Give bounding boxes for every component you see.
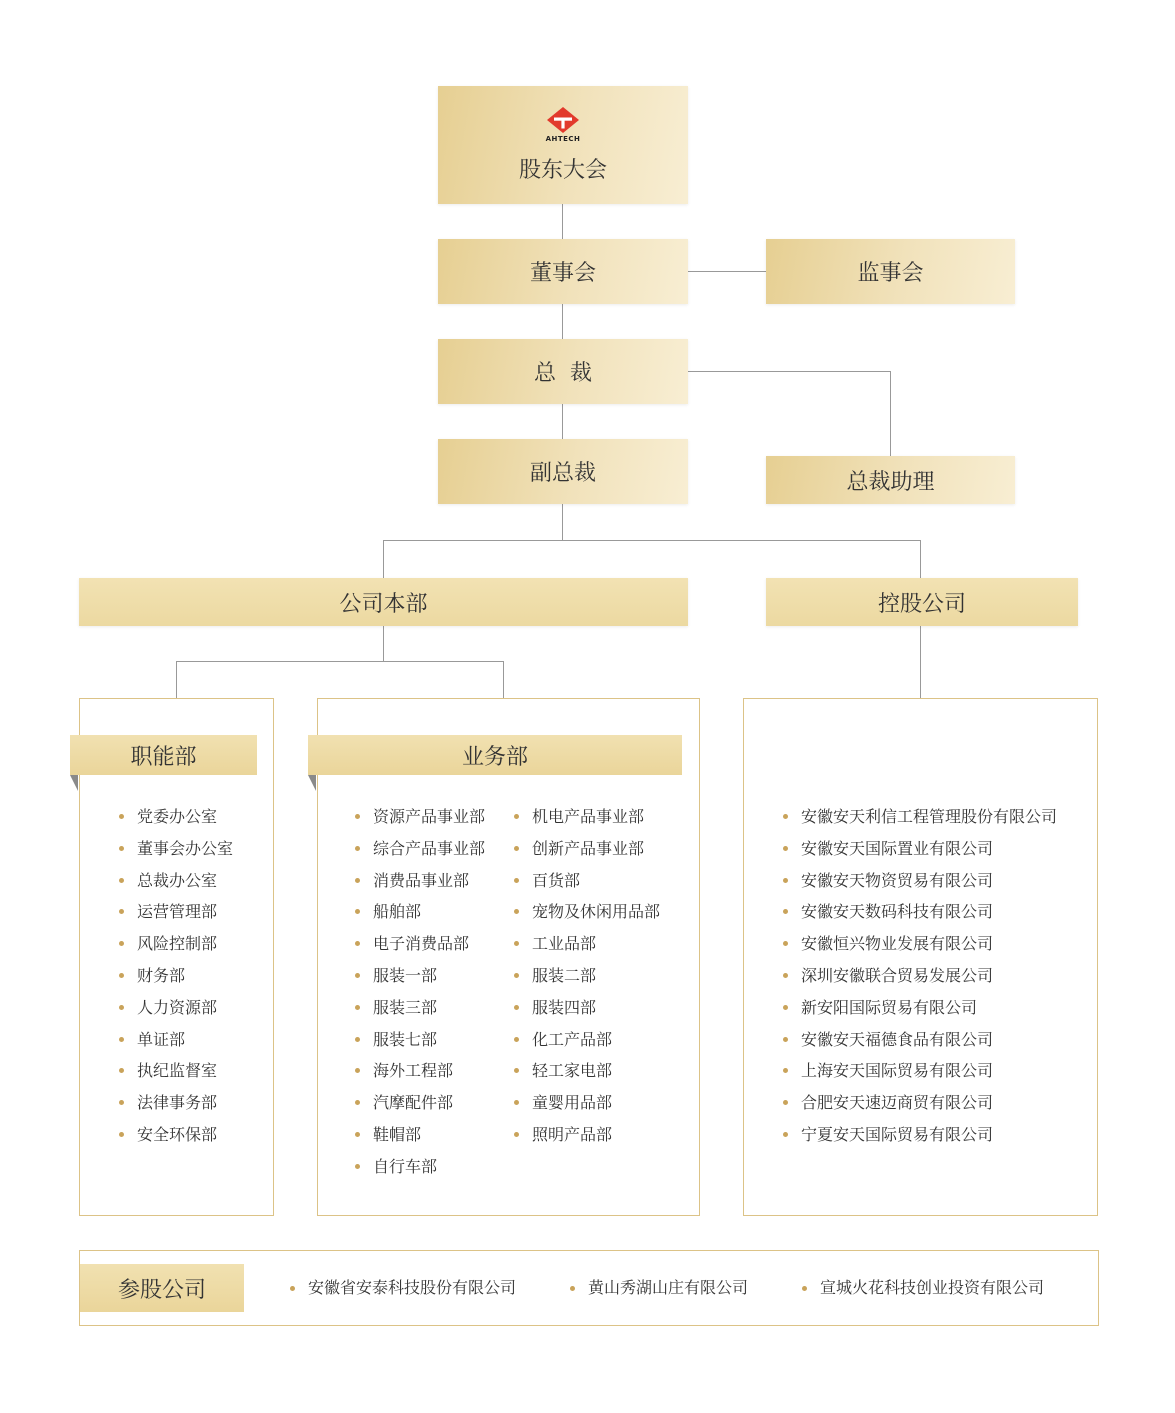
functional-department-item: 运营管理部 — [117, 896, 267, 928]
holding-company-item: 安徽安天国际置业有限公司 — [781, 833, 1091, 865]
connector-line — [176, 661, 504, 662]
business-department-item: 工业品部 — [512, 928, 692, 960]
vice-president-node — [438, 439, 688, 504]
business-department-item: 电子消费品部 — [353, 928, 508, 960]
business-department-item: 服装一部 — [353, 960, 508, 992]
shareholders-meeting-node — [438, 86, 688, 204]
president-assistant-label: 总裁助理 — [846, 469, 935, 495]
business-department-item: 童婴用品部 — [512, 1087, 692, 1119]
holding-company-item: 上海安天国际贸易有限公司 — [781, 1055, 1091, 1087]
holding-companies-list — [781, 801, 1091, 1151]
functional-department-item: 执纪监督室 — [117, 1055, 267, 1087]
business-departments-tab — [308, 735, 682, 775]
holding-company-item: 安徽安天物资贸易有限公司 — [781, 865, 1091, 897]
vice-president-label: 副总裁 — [529, 461, 596, 486]
holding-company-item: 深圳安徽联合贸易发展公司 — [781, 960, 1091, 992]
business-department-item: 资源产品事业部 — [353, 801, 508, 833]
board-label: 董事会 — [529, 261, 596, 286]
business-department-item: 宠物及休闲用品部 — [512, 896, 692, 928]
connector-line — [383, 540, 921, 541]
functional-department-item: 财务部 — [117, 960, 267, 992]
participation-companies-tab — [80, 1264, 244, 1312]
business-department-item: 汽摩配件部 — [353, 1087, 508, 1119]
president-node — [438, 339, 688, 404]
connector-line — [503, 661, 504, 699]
functional-department-item: 风险控制部 — [117, 928, 267, 960]
tab-fold — [308, 775, 316, 791]
shareholders-meeting-label: 股东大会 — [518, 158, 607, 183]
functional-departments-title: 职能部 — [130, 744, 197, 770]
holding-companies-node — [766, 578, 1078, 626]
holding-company-item: 宁夏安天国际贸易有限公司 — [781, 1119, 1091, 1151]
participation-company-1: 安徽省安泰科技股份有限公司 — [288, 1251, 516, 1325]
supervisors-node — [766, 239, 1015, 304]
connector-line — [920, 625, 921, 699]
business-department-item: 自行车部 — [353, 1151, 508, 1183]
president-label: 总 裁 — [534, 361, 592, 386]
functional-department-item: 法律事务部 — [117, 1087, 267, 1119]
headquarters-node — [79, 578, 688, 626]
business-department-item: 轻工家电部 — [512, 1055, 692, 1087]
business-department-item: 创新产品事业部 — [512, 833, 692, 865]
connector-line — [562, 503, 563, 540]
connector-line — [562, 203, 563, 239]
connector-line — [176, 661, 177, 699]
company-logo — [545, 106, 581, 143]
connector-line — [383, 625, 384, 661]
holding-company-item: 安徽恒兴物业发展有限公司 — [781, 928, 1091, 960]
holding-company-item: 新安阳国际贸易有限公司 — [781, 992, 1091, 1024]
connector-line — [687, 271, 766, 272]
president-assistant-node — [766, 456, 1015, 504]
connector-line — [687, 371, 890, 372]
functional-department-item: 人力资源部 — [117, 992, 267, 1024]
business-department-item: 消费品事业部 — [353, 865, 508, 897]
participation-companies-title: 参股公司 — [117, 1277, 206, 1303]
functional-department-item: 董事会办公室 — [117, 833, 267, 865]
logo-icon — [545, 106, 581, 134]
connector-line — [562, 303, 563, 339]
participation-companies-panel — [79, 1250, 1099, 1326]
tab-fold — [70, 775, 78, 791]
connector-line — [383, 540, 384, 578]
business-department-item: 服装四部 — [512, 992, 692, 1024]
supervisors-label: 监事会 — [857, 261, 924, 286]
holding-company-item: 安徽安天利信工程管理股份有限公司 — [781, 801, 1091, 833]
connector-line — [890, 371, 891, 457]
business-department-item: 服装二部 — [512, 960, 692, 992]
holding-company-item: 安徽安天福德食品有限公司 — [781, 1024, 1091, 1056]
functional-departments-list — [117, 801, 267, 1151]
business-departments-title: 业务部 — [461, 744, 528, 770]
business-department-item: 化工产品部 — [512, 1024, 692, 1056]
board-node — [438, 239, 688, 304]
functional-department-item: 安全环保部 — [117, 1119, 267, 1151]
business-department-item: 综合产品事业部 — [353, 833, 508, 865]
holding-company-item: 合肥安天速迈商贸有限公司 — [781, 1087, 1091, 1119]
headquarters-label: 公司本部 — [339, 591, 428, 617]
functional-department-item: 单证部 — [117, 1024, 267, 1056]
business-department-item: 船舶部 — [353, 896, 508, 928]
business-department-item: 服装七部 — [353, 1024, 508, 1056]
functional-department-item: 党委办公室 — [117, 801, 267, 833]
logo-text: AHTECH — [545, 135, 581, 143]
business-department-item: 照明产品部 — [512, 1119, 692, 1151]
participation-company-3: 宣城火花科技创业投资有限公司 — [800, 1251, 1044, 1325]
participation-company-2: 黄山秀湖山庄有限公司 — [568, 1251, 748, 1325]
holding-company-item: 安徽安天数码科技有限公司 — [781, 896, 1091, 928]
business-department-item: 服装三部 — [353, 992, 508, 1024]
business-department-item: 机电产品事业部 — [512, 801, 692, 833]
connector-line — [562, 403, 563, 439]
business-departments-list-1 — [353, 801, 508, 1183]
business-department-item: 鞋帽部 — [353, 1119, 508, 1151]
holding-companies-label: 控股公司 — [877, 591, 966, 617]
functional-departments-tab — [70, 735, 257, 775]
business-department-item: 海外工程部 — [353, 1055, 508, 1087]
business-department-item: 百货部 — [512, 865, 692, 897]
functional-department-item: 总裁办公室 — [117, 865, 267, 897]
business-departments-list-2 — [512, 801, 692, 1151]
connector-line — [920, 540, 921, 578]
